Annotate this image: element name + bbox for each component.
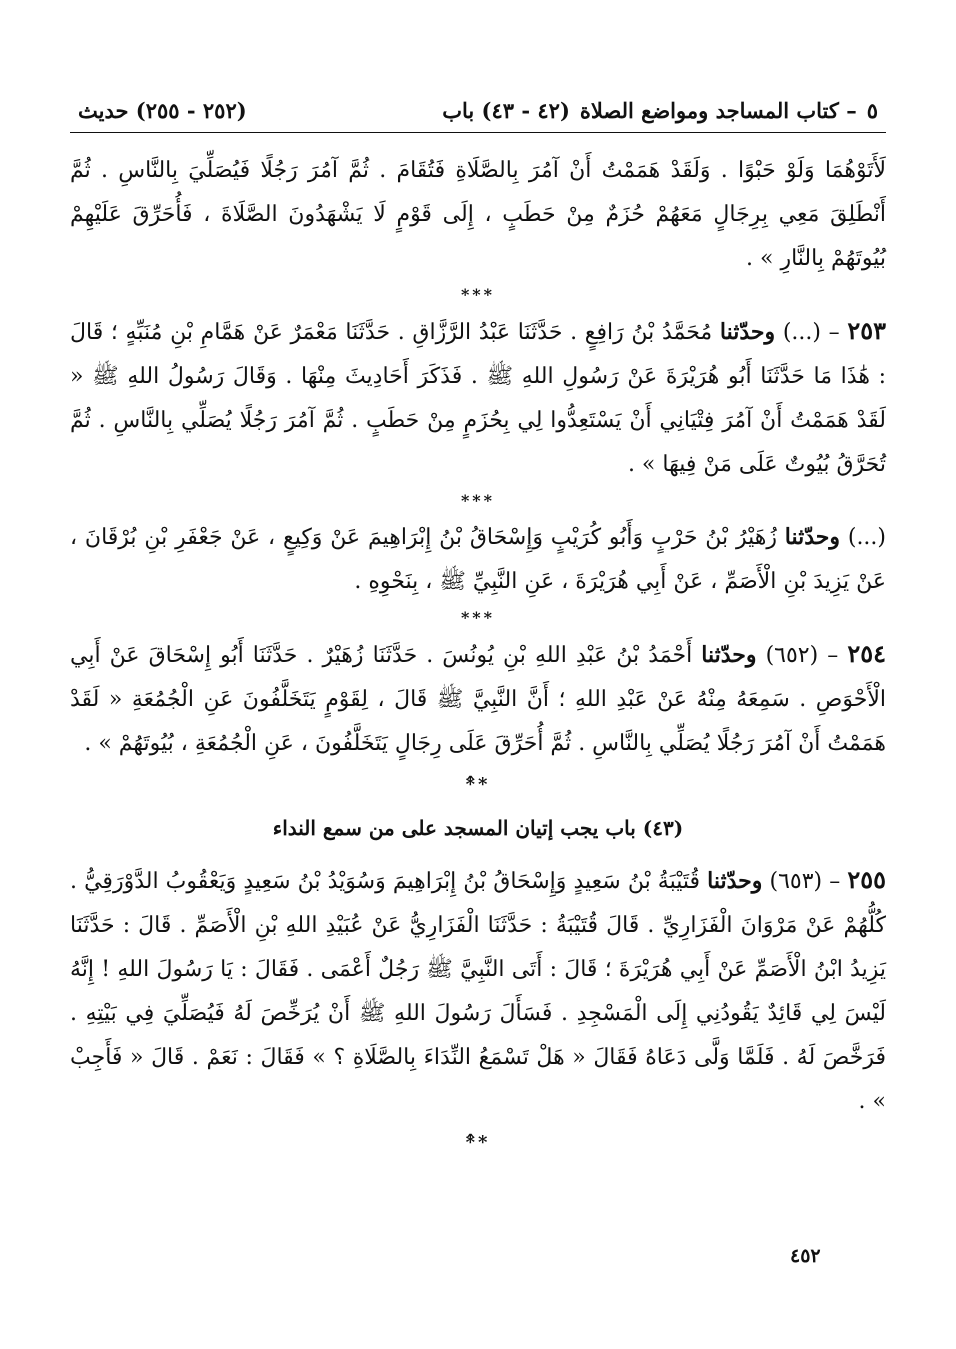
separator-stars: ***	[460, 285, 496, 304]
bab-range: (٤٢ - ٤٣) باب	[442, 98, 570, 123]
separator-triangle-stars: *̂*	[465, 774, 491, 795]
running-header-right	[442, 90, 878, 132]
book-page	[70, 90, 886, 1162]
hadith-253	[70, 309, 886, 487]
hadith-number: ٢٥٣	[847, 316, 887, 345]
haddathana-word: وحدّثنا	[701, 642, 757, 668]
hadith-ref: – (...)	[782, 320, 840, 345]
hadith-255	[70, 858, 886, 1124]
page-number: ٤٥٢	[790, 1245, 821, 1267]
hadith-continuation-text: لَأَتَوْهُمَا وَلَوْ حَبْوًا . وَلَقَدْ هَمَمْتُ أَنْ آمُرَ بِالصَّلَاةِ فَتُقَامَ . ثُمَّ آمُرَ رَجُلًا فَيُصَلِّيَ بِالنَّاسِ . ثُمَّ أَنْطَلِقَ مَعِي بِرِجَالٍ مَعَهُمْ حُزَمٌ مِنْ حَطَبٍ ، إِلَى قَوْمٍ لَا يَشْهَدُونَ الصَّلَاةَ ، فَأُحَرِّقَ عَلَيْهِمْ بُيُوتَهُمْ بِالنَّارِ » .	[70, 158, 886, 271]
hadith-253-b	[70, 515, 886, 604]
hadith-number: ٢٥٥	[847, 865, 887, 894]
hadith-ref: – (٦٥٣)	[769, 869, 841, 894]
hadith-ref: – (٦٥٢)	[765, 643, 839, 668]
running-header	[70, 90, 886, 133]
hadith-254	[70, 632, 886, 766]
hadith-number: ٢٥٤	[847, 639, 886, 668]
haddathana-word: وحدّثنا	[719, 319, 776, 345]
hadith-text: قُتَيْبَةُ بْنُ سَعِيدٍ وَإِسْحَاقُ بْنُ إِبْرَاهِيمَ وَسُوَيْدُ بْنُ سَعِيدٍ وَيَعْقُوبُ الدَّوْرَقِيُّ . كُلُّهُمْ عَنْ مَرْوَانَ الْفَزَارِيِّ . قَالَ قُتَيْبَةُ : حَدَّثَنَا الْفَزَارِيُّ عَنْ عُبَيْدِ اللهِ بْنِ الْأَصَمِّ . قَالَ : حَدَّثَنَا يَزِيدُ ابْنُ الْأَصَمِّ عَنْ أَبِي هُرَيْرَةَ ؛ قَالَ : أَتَى النَّبِيَّ ﷺ رَجُلٌ أَعْمَى . فَقَالَ : يَا رَسُولَ اللهِ ! إِنَّهُ لَيْسَ لِي قَائِدٌ يَقُودُنِي إِلَى الْمَسْجِدِ . فَسَأَلَ رَسُولَ اللهِ ﷺ أَنْ يُرَخِّصَ لَهُ فَيُصَلِّيَ فِي بَيْتِهِ . فَرَخَّصَ لَهُ . فَلَمَّا وَلَّى دَعَاهُ فَقَالَ « هَلْ تَسْمَعُ النِّدَاءَ بِالصَّلَاةِ ؟ » فَقَالَ : نَعَمْ . قَالَ « فَأَجِبْ » .	[70, 869, 886, 1114]
book-title: – كتاب المساجد ومواضع الصلاة	[579, 98, 857, 123]
haddathana-word: وحدّثنا	[707, 868, 763, 894]
hadith-ref: (...)	[847, 525, 887, 550]
chapter-heading: (٤٣) باب يجب إتيان المسجد على من سمع النداء	[272, 816, 684, 840]
book-number: ٥	[866, 98, 878, 123]
haddathana-word: وحدّثنا	[784, 524, 841, 550]
separator-stars: ***	[460, 491, 496, 510]
separator-stars: ***	[460, 608, 496, 627]
hadith-text: زُهَيْرُ بْنُ حَرْبٍ وَأَبُو كُرَيْبٍ وَإِسْحَاقُ بْنُ إِبْرَاهِيمَ عَنْ وَكِيعٍ ، عَنْ جَعْفَرِ بْنِ بُرْقَانَ ، عَنْ يَزِيدَ بْنِ الْأَصَمِّ ، عَنْ أَبِي هُرَيْرَةَ ، عَنِ النَّبِيِّ ﷺ ، بِنَحْوِهِ .	[70, 525, 886, 594]
hadith-continuation	[70, 149, 886, 281]
hadith-text: مُحَمَّدُ بْنُ رَافِعٍ . حَدَّثَنَا عَبْدُ الرَّزَّاقِ . حَدَّثَنَا مَعْمَرٌ عَنْ هَمَّامِ بْنِ مُنَبِّهٍ ؛ قَالَ : هَٰذَا مَا حَدَّثَنَا أَبُو هُرَيْرَةَ عَنْ رَسُولِ اللهِ ﷺ . فَذَكَرَ أَحَادِيثَ مِنْهَا . وَقَالَ رَسُولُ اللهِ ﷺ « لَقَدْ هَمَمْتُ أَنْ آمُرَ فِتْيَانِي أَنْ يَسْتَعِدُّوا لِي بِحُزَمٍ مِنْ حَطَبٍ . ثُمَّ آمُرَ رَجُلًا يُصَلِّي بِالنَّاسِ . ثُمَّ تُحَرَّقُ بُيُوتٌ عَلَى مَنْ فِيهَا » .	[70, 320, 886, 477]
running-header-left	[78, 90, 247, 132]
hadith-text: أَحْمَدُ بْنُ عَبْدِ اللهِ بْنِ يُونُسَ . حَدَّثَنَا زُهَيْرٌ . حَدَّثَنَا أَبُو إِسْحَاقَ عَنْ أَبِي الْأَحْوَصِ . سَمِعَهُ مِنْهُ عَنْ عَبْدِ اللهِ ؛ أَنَّ النَّبِيَّ ﷺ قَالَ ، لِقَوْمٍ يَتَخَلَّفُونَ عَنِ الْجُمُعَةِ « لَقَدْ هَمَمْتُ أَنْ آمُرَ رَجُلًا يُصَلِّي بِالنَّاسِ . ثُمَّ أُحَرِّقَ عَلَى رِجَالٍ يَتَخَلَّفُونَ ، عَنِ الْجُمُعَةِ ، بُيُوتَهُمْ » .	[70, 643, 886, 756]
separator-triangle-stars: *̂*	[465, 1132, 491, 1153]
hadith-range: (٢٥٢ - ٢٥٥) حديث	[78, 98, 247, 123]
